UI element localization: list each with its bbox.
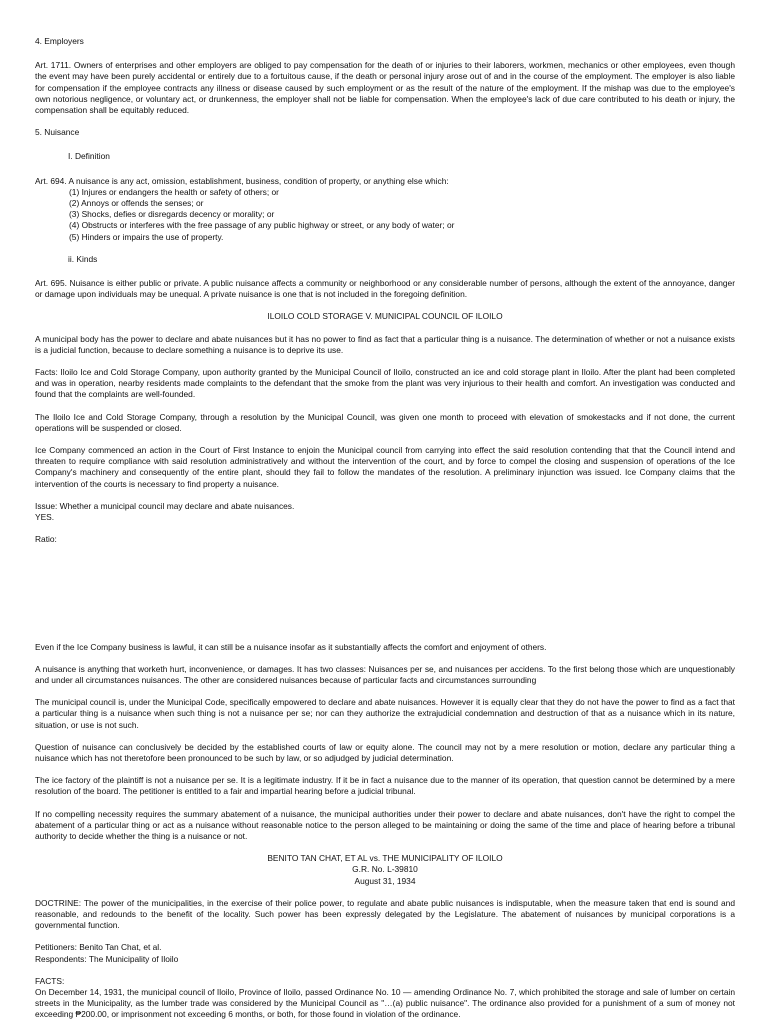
list-item: (5) Hinders or impairs the use of property.	[69, 231, 224, 242]
case2-facts: On December 14, 1931, the municipal council of Iloilo, Province of Iloilo, passed Ordinance No. 10 — amending Ordinance No. 7, which prohibited the storage and sale of lumber on certain streets in the Municipality, as the lumber trade was considered by the Municipal Council as "…(a) public nuisance". The ordinance also provided for a punishment of a sum of money not exceeding ₱200.00, or imprisonment not exceeding 6 months, or both, for those found in violation of the ordinance.	[35, 986, 735, 1020]
list-item: (4) Obstructs or interferes with the free passage of any public highway or street, or any body of water; or	[69, 220, 455, 231]
article-694-intro: Art. 694. A nuisance is any act, omission, establishment, business, condition of property, or anything else which:	[35, 175, 449, 186]
subheading-kinds: ii. Kinds	[68, 253, 98, 264]
article-694-list	[35, 187, 735, 243]
case1-ratio-paragraph: Even if the Ice Company business is lawful, it can still be a nuisance insofar as it substantially affects the comfort and enjoyment of others.	[35, 641, 547, 652]
case1-ratio-heading: Ratio:	[35, 534, 57, 545]
case1-paragraph: A municipal body has the power to declare and abate nuisances but it has no power to find as fact that a particular thing is a nuisance. The determination of whether or not a nuisance exists is a judicial function, because to declare something a nuisance is to deprive its use.	[35, 333, 735, 355]
case1-ratio-paragraph: Question of nuisance can conclusively be decided by the established courts of law or equity alone. The council may not by a mere resolution or motion, declare any particular thing a nuisance which has not theretofore been pronounced to be such by law, or so adjudged by judicial determination.	[35, 741, 735, 763]
case-title-benito-tan-chat	[35, 853, 735, 887]
section-heading-nuisance: 5. Nuisance	[35, 127, 80, 138]
case1-paragraph: The Iloilo Ice and Cold Storage Company, through a resolution by the Municipal Council, was given one month to proceed with elevation of smokestacks and if not done, the current operations will be suspended or closed.	[35, 411, 735, 433]
subheading-definition: I. Definition	[68, 151, 110, 162]
case2-facts-heading: FACTS:	[35, 975, 65, 986]
case2-respondents: Respondents: The Municipality of Iloilo	[35, 953, 179, 964]
case2-gr-number: G.R. No. L-39810	[352, 864, 418, 875]
list-item: (3) Shocks, defies or disregards decency or morality; or	[69, 209, 275, 220]
case1-facts: Facts: Iloilo Ice and Cold Storage Company, upon authority granted by the Municipal Council of Iloilo, constructed an ice and cold storage plant in Iloilo. After the plant had been completed and was in operation, nearby residents made complaints to the defendant that the smoke from the plant was very injurious to their health and comfort. An investigation was conducted and found that the complaints are well-founded.	[35, 367, 735, 400]
article-694	[35, 176, 735, 243]
case1-answer: YES.	[35, 512, 55, 523]
document-page	[35, 36, 735, 1032]
article-1711: Art. 1711. Owners of enterprises and other employers are obliged to pay compensation for the death of or injuries to their laborers, workmen, mechanics or other employees, even though the event may have been purely accidental or entirely due to a fortuitous cause, if the death or personal injury arose out of and in the course of the employment. The employer is also liable for compensation if the employee contracts any illness or disease caused by such employment or as the result of the nature of the employment. If the mishap was due to the employee's own notorious negligence, or voluntary act, or drunkenness, the employer shall not be liable for compensation. When the employee's lack of due care contributed to his death or injury, the compensation shall be equitably reduced.	[35, 60, 735, 116]
case1-issue-block	[35, 501, 735, 523]
case1-issue: Issue: Whether a municipal council may declare and abate nuisances.	[35, 500, 295, 511]
list-item: (2) Annoys or offends the senses; or	[69, 198, 204, 209]
case1-ratio-paragraph: A nuisance is anything that worketh hurt, inconvenience, or damages. It has two classes: Nuisances per se, and nuisances per accidens. To the first belong those which are unquestionably and under all circumstances nuisances. The other are considered nuisances because of particular facts and circumstances surrounding	[35, 663, 735, 685]
case1-ratio-paragraph: The ice factory of the plaintiff is not a nuisance per se. It is a legitimate industry. If it be in fact a nuisance due to the manner of its operation, that question cannot be determined by a mere resolution of the board. The petitioner is entitled to a fair and impartial hearing before a judicial tribunal.	[35, 775, 735, 797]
section-heading-employers: 4. Employers	[35, 36, 84, 46]
case2-petitioners: Petitioners: Benito Tan Chat, et al.	[35, 942, 162, 953]
blank-space	[35, 546, 735, 642]
case1-ratio-paragraph: If no compelling necessity requires the summary abatement of a nuisance, the municipal authorities under their power to declare and abate nuisances, don't have the right to compel the abatement of a particular thing or act as a nuisance without reasonable notice to the person alleged to be maintaining or doing the same of the time and place of hearing before a tribunal authority to decide whether the thing is a nuisance or not.	[35, 808, 735, 841]
case1-paragraph: Ice Company commenced an action in the Court of First Instance to enjoin the Municipal council from carrying into effect the said resolution contending that that the Council intend and threaten to require compliance with said resolution administratively and without the intervention of the court, and by force to compel the closing and suspension of operations of the Ice Company's machinery and consequently of the entire plant, should they fail to follow the mandates of the resolution. A preliminary injunction was issued. Ice Company claims that the intervention of the courts is necessary to find property a nuisance.	[35, 445, 735, 489]
article-695: Art. 695. Nuisance is either public or private. A public nuisance affects a community or neighborhood or any considerable number of persons, although the extent of the annoyance, danger or damage upon individuals may be unequal. A private nuisance is one that is not included in the foregoing definition.	[35, 278, 735, 300]
case2-title: BENITO TAN CHAT, ET AL vs. THE MUNICIPALITY OF ILOILO	[267, 853, 503, 864]
case2-date: August 31, 1934	[354, 875, 416, 886]
case-title-iloilo-cold-storage: ILOILO COLD STORAGE V. MUNICIPAL COUNCIL OF ILOILO	[267, 311, 503, 322]
list-item: (1) Injures or endangers the health or safety of others; or	[69, 186, 279, 197]
case2-parties	[35, 942, 735, 964]
case1-ratio-paragraph: The municipal council is, under the Municipal Code, specifically empowered to declare and abate nuisances. However it is equally clear that they do not have the power to find as a fact that a particular thing is a nuisance when such thing is not a nuisance per se; nor can they authorize the extrajudicial condemnation and destruction of that as a nuisance which in its nature, situation, or use is not such.	[35, 697, 735, 730]
case2-doctrine: DOCTRINE: The power of the municipalities, in the exercise of their police power, to regulate and abate public nuisances is indisputable, when the measure taken that end is sound and reasonable, and redounds to the benefit of the locality. Such power has been expressly delegated by the Legislature. The abatement of nuisances by municipal corporations is a governmental function.	[35, 897, 735, 931]
